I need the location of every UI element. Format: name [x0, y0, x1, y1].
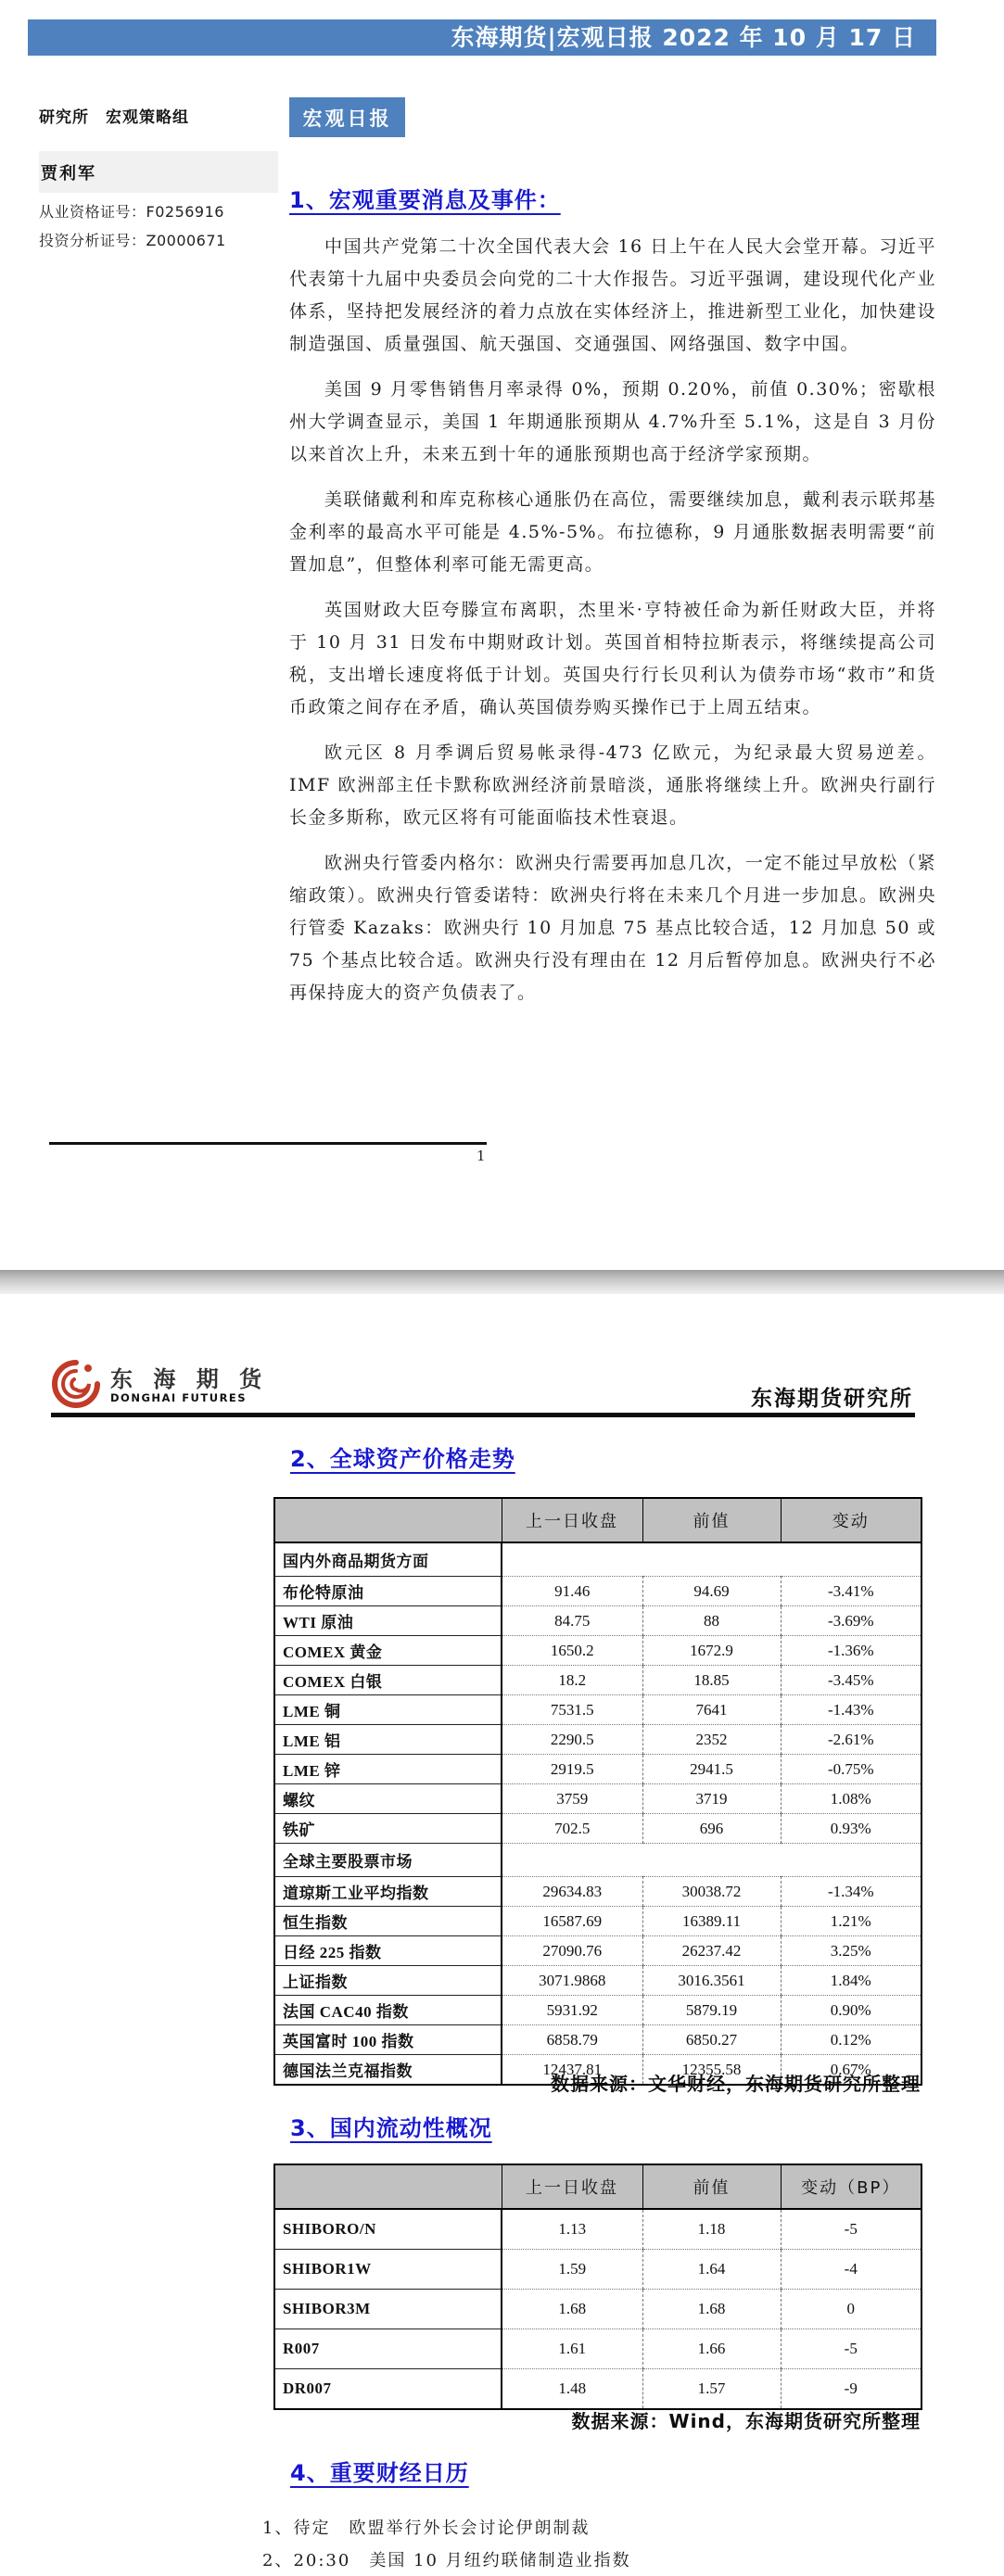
row-label: 英国富时 100 指数: [274, 2025, 502, 2055]
close-value: 1.59: [502, 2250, 642, 2290]
change-value: 1.21%: [781, 1907, 921, 1936]
change-value: 0.90%: [781, 1996, 921, 2025]
group-empty-cells: [502, 1844, 921, 1877]
row-label: 螺纹: [274, 1784, 502, 1814]
prev-value: 1.68: [642, 2290, 781, 2329]
close-value: 5931.92: [502, 1996, 642, 2025]
section2-heading: 2、全球资产价格走势: [290, 1446, 515, 1472]
prev-value: 18.85: [642, 1666, 781, 1695]
prev-value: 7641: [642, 1695, 781, 1725]
table-row: [274, 1877, 921, 1907]
table-row: [274, 2369, 921, 2410]
table-row: [274, 1907, 921, 1936]
close-value: 16587.69: [502, 1907, 642, 1936]
close-value: 1.61: [502, 2329, 642, 2369]
table-row: [274, 2250, 921, 2290]
prev-value: 26237.42: [642, 1936, 781, 1966]
row-label: SHIBOR3M: [274, 2290, 502, 2329]
table-row: [274, 1966, 921, 1996]
prev-value: 2941.5: [642, 1755, 781, 1784]
change-value: 0.12%: [781, 2025, 921, 2055]
prev-value: 1.57: [642, 2369, 781, 2410]
dragon-emblem-icon: [51, 1359, 101, 1413]
change-value: -2.61%: [781, 1725, 921, 1755]
change-value: -4: [781, 2250, 921, 2290]
table-header-row: [274, 2164, 921, 2209]
close-value: 84.75: [502, 1606, 642, 1636]
practice-cert-number: 从业资格证号：F0256916: [39, 203, 224, 221]
analyst-name-box: [39, 151, 278, 193]
calendar-item: 1、待定 欧盟举行外长会讨论伊朗制裁: [262, 2519, 591, 2538]
table-row: [274, 2025, 921, 2055]
table-row: [274, 1666, 921, 1695]
analyst-name: 贾利军: [41, 163, 96, 184]
analysis-cert-number: 投资分析证号：Z0000671: [39, 232, 226, 249]
logo-chinese-name: 东 海 期 货: [110, 1366, 269, 1392]
news-paragraph: 英国财政大臣夸滕宣布离职，杰里米·亨特被任命为新任财政大臣，并将于 10 月 31 日发布中期财政计划。英国首相特拉斯表示，将继续提高公司税，支出增长速度将低于计划。英国央行行长贝利认为债券市场“救市”和货币政策之间存在矛盾，确认英国债券购买操作已于上周五结束。: [289, 600, 936, 717]
group-label: 全球主要股票市场: [274, 1844, 502, 1877]
prev-value: 88: [642, 1606, 781, 1636]
change-value: -5: [781, 2329, 921, 2369]
news-paragraph: 美国 9 月零售销售月率录得 0%，预期 0.20%，前值 0.30%；密歇根州大学调查显示，美国 1 年期通胀预期从 4.7%升至 5.1%，这是自 3 月份以来首次上升，未来五到十年的通胀预期也高于经济学家预期。: [289, 379, 936, 464]
table-row: [274, 1936, 921, 1966]
table-group-row: [274, 1542, 921, 1577]
table-row: [274, 2329, 921, 2369]
news-paragraph: 欧元区 8 月季调后贸易帐录得-473 亿欧元，为纪录最大贸易逆差。IMF 欧洲部主任卡默称欧洲经济前景暗淡，通胀将继续上升。欧洲央行副行长金多斯称，欧元区将有可能面临技术性衰退。: [289, 742, 936, 828]
change-value: -1.34%: [781, 1877, 921, 1907]
row-label: COMEX 白银: [274, 1666, 502, 1695]
table-row: [274, 1725, 921, 1755]
group-empty-cells: [502, 1542, 921, 1577]
close-value: 3759: [502, 1784, 642, 1814]
row-label: LME 锌: [274, 1755, 502, 1784]
table2-data-source: 数据来源：Wind，东海期货研究所整理: [571, 2410, 921, 2432]
row-label: LME 铜: [274, 1695, 502, 1725]
column-header: 变动（BP）: [781, 2164, 921, 2209]
section1-heading: 1、宏观重要消息及事件：: [289, 187, 561, 213]
close-value: 2290.5: [502, 1725, 642, 1755]
table-row: [274, 1577, 921, 1606]
prev-value: 2352: [642, 1725, 781, 1755]
prev-value: 3719: [642, 1784, 781, 1814]
prev-value: 1672.9: [642, 1636, 781, 1666]
research-institute-name: 东海期货研究所: [751, 1387, 913, 1411]
close-value: 1650.2: [502, 1636, 642, 1666]
column-header: 上一日收盘: [502, 2164, 642, 2209]
change-value: 0.93%: [781, 1814, 921, 1844]
row-label: LME 铝: [274, 1725, 502, 1755]
change-value: -3.41%: [781, 1577, 921, 1606]
column-header: 前值: [642, 1498, 781, 1542]
close-value: 1.13: [502, 2209, 642, 2250]
row-label: 日经 225 指数: [274, 1936, 502, 1966]
row-label: 布伦特原油: [274, 1577, 502, 1606]
change-value: 0.67%: [781, 2055, 921, 2086]
table-row: [274, 1784, 921, 1814]
report-title-bar: [28, 19, 936, 56]
change-value: -3.45%: [781, 1666, 921, 1695]
page-number: 1: [477, 1148, 486, 1164]
badge-label: 宏观日报: [302, 107, 392, 130]
news-paragraph: 中国共产党第二十次全国代表大会 16 日上午在人民大会堂开幕。习近平代表第十九届中央委员会向党的二十大作报告。习近平强调，建设现代化产业体系，坚持把发展经济的着力点放在实体经济上，推进新型工业化，加快建设制造强国、质量强国、航天强国、交通强国、网络强国、数字中国。: [289, 236, 936, 354]
row-label: SHIBORO/N: [274, 2209, 502, 2250]
footnote-divider: [49, 1142, 487, 1145]
close-value: 27090.76: [502, 1936, 642, 1966]
row-label: WTI 原油: [274, 1606, 502, 1636]
analyst-sidebar: [39, 104, 278, 250]
table-row: [274, 1695, 921, 1725]
change-value: -1.36%: [781, 1636, 921, 1666]
close-value: 29634.83: [502, 1877, 642, 1907]
logo-text-block: [110, 1367, 268, 1404]
prev-value: 1.64: [642, 2250, 781, 2290]
change-value: -1.43%: [781, 1695, 921, 1725]
close-value: 18.2: [502, 1666, 642, 1695]
row-label: 上证指数: [274, 1966, 502, 1996]
prev-value: 16389.11: [642, 1907, 781, 1936]
change-value: 1.08%: [781, 1784, 921, 1814]
prev-value: 696: [642, 1814, 781, 1844]
section3-heading: 3、国内流动性概况: [290, 2115, 492, 2141]
table-row: [274, 1606, 921, 1636]
row-label: 道琼斯工业平均指数: [274, 1877, 502, 1907]
close-value: 2919.5: [502, 1755, 642, 1784]
section4-heading: 4、重要财经日历: [290, 2460, 469, 2486]
row-label: SHIBOR1W: [274, 2250, 502, 2290]
page-separator-band: [0, 1270, 1004, 1294]
change-value: -9: [781, 2369, 921, 2410]
table-group-row: [274, 1844, 921, 1877]
global-asset-price-table: [273, 1497, 922, 2086]
close-value: 1.48: [502, 2369, 642, 2410]
close-value: 12437.81: [502, 2055, 642, 2086]
close-value: 6858.79: [502, 2025, 642, 2055]
table-row: [274, 1636, 921, 1666]
prev-value: 5879.19: [642, 1996, 781, 2025]
column-header: 上一日收盘: [502, 1498, 642, 1542]
prev-value: 94.69: [642, 1577, 781, 1606]
row-label: COMEX 黄金: [274, 1636, 502, 1666]
table-row: [274, 2209, 921, 2250]
table-row: [274, 2290, 921, 2329]
change-value: 1.84%: [781, 1966, 921, 1996]
calendar-item: 2、20:30 美国 10 月纽约联储制造业指数: [262, 2551, 631, 2570]
donghai-futures-logo: [51, 1359, 268, 1413]
table-row: [274, 1996, 921, 2025]
column-header: [274, 1498, 502, 1542]
prev-value: 1.18: [642, 2209, 781, 2250]
change-value: -0.75%: [781, 1755, 921, 1784]
prev-value: 30038.72: [642, 1877, 781, 1907]
table-header-row: [274, 1498, 921, 1542]
row-label: 恒生指数: [274, 1907, 502, 1936]
row-label: 德国法兰克福指数: [274, 2055, 502, 2086]
change-value: -3.69%: [781, 1606, 921, 1636]
column-header: 变动: [781, 1498, 921, 1542]
table-row: [274, 1814, 921, 1844]
change-value: 0: [781, 2290, 921, 2329]
column-header: [274, 2164, 502, 2209]
prev-value: 12355.58: [642, 2055, 781, 2086]
prev-value: 6850.27: [642, 2025, 781, 2055]
domestic-liquidity-table: [273, 2164, 922, 2410]
news-paragraph: 欧洲央行管委内格尔：欧洲央行需要再加息几次，一定不能过早放松（紧缩政策）。欧洲央行管委诺特：欧洲央行将在未来几个月进一步加息。欧洲央行管委 Kazaks：欧洲央行 10 月加息 75 基点比较合适，12 月加息 50 或 75 个基点比较合适。欧洲央行没有理由在 12 月后暂停加息。欧洲央行不必再保持庞大的资产负债表了。: [289, 853, 936, 1003]
close-value: 3071.9868: [502, 1966, 642, 1996]
row-label: 法国 CAC40 指数: [274, 1996, 502, 2025]
table-row: [274, 1755, 921, 1784]
report-title: 东海期货|宏观日报 2022 年 10 月 17 日: [451, 24, 916, 51]
news-paragraphs: [289, 231, 936, 1009]
change-value: 3.25%: [781, 1936, 921, 1966]
news-paragraph: 美联储戴利和库克称核心通胀仍在高位，需要继续加息，戴利表示联邦基金利率的最高水平可能是 4.5%-5%。布拉德称，9 月通胀数据表明需要“前置加息”，但整体利率可能无需更高。: [289, 489, 936, 575]
macro-daily-badge: [289, 97, 405, 137]
column-header: 前值: [642, 2164, 781, 2209]
close-value: 702.5: [502, 1814, 642, 1844]
department-line: 研究所 宏观策略组: [39, 108, 189, 127]
change-value: -5: [781, 2209, 921, 2250]
financial-calendar-list: [262, 2512, 930, 2576]
prev-value: 3016.3561: [642, 1966, 781, 1996]
row-label: 铁矿: [274, 1814, 502, 1844]
close-value: 1.68: [502, 2290, 642, 2329]
table1-data-source: 数据来源：文华财经，东海期货研究所整理: [551, 2073, 921, 2095]
page1-main-content: [289, 182, 936, 1022]
page2-header-rule: [51, 1413, 915, 1417]
prev-value: 1.66: [642, 2329, 781, 2369]
close-value: 7531.5: [502, 1695, 642, 1725]
row-label: R007: [274, 2329, 502, 2369]
close-value: 91.46: [502, 1577, 642, 1606]
logo-english-name: DONGHAI FUTURES: [110, 1391, 248, 1404]
row-label: DR007: [274, 2369, 502, 2410]
group-label: 国内外商品期货方面: [274, 1542, 502, 1577]
